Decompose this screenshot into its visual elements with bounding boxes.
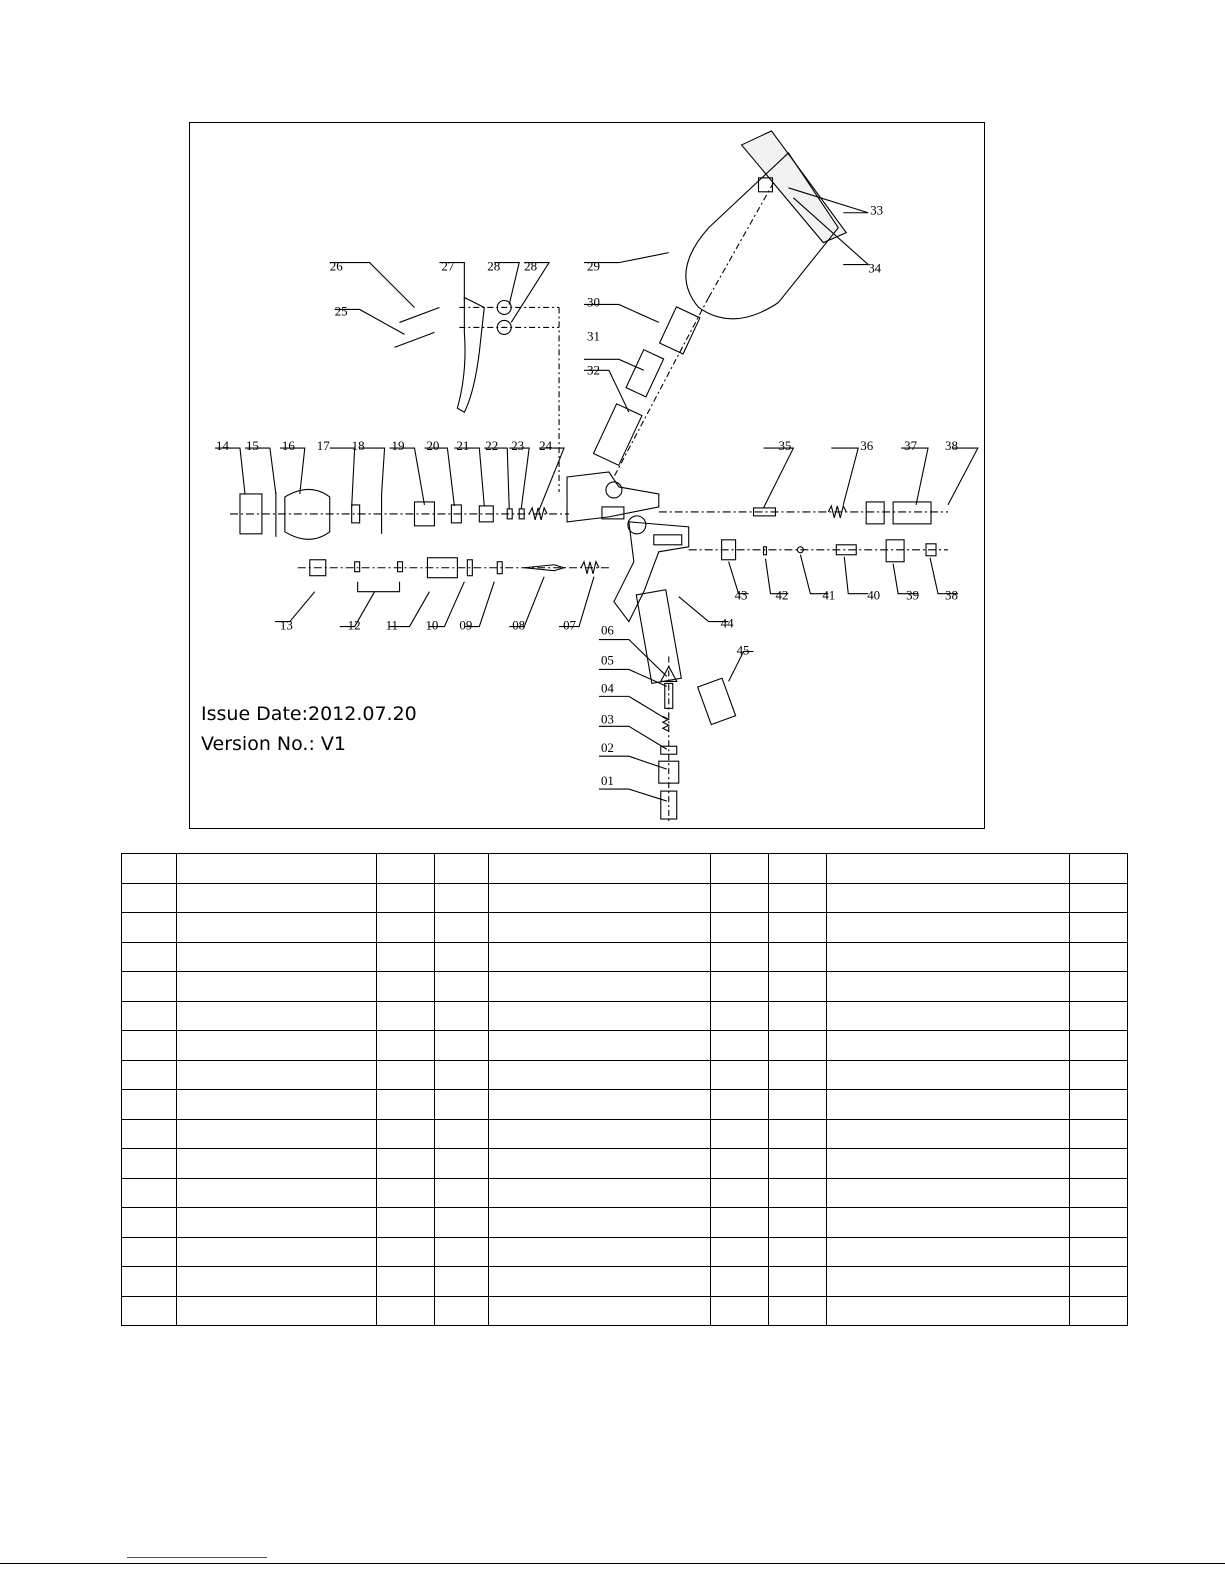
table-cell	[177, 854, 377, 884]
table-cell	[769, 972, 827, 1002]
table-row	[122, 1119, 1128, 1149]
table-cell	[377, 1178, 435, 1208]
table-row	[122, 972, 1128, 1002]
callout-08: 08	[512, 617, 526, 633]
callout-16: 16	[281, 438, 295, 454]
table-cell	[377, 1001, 435, 1031]
callout-28-a: 28	[487, 258, 501, 274]
table-cell	[711, 942, 769, 972]
callout-18: 18	[351, 438, 365, 454]
callout-29: 29	[587, 258, 600, 274]
table-cell	[435, 1237, 489, 1267]
table-cell	[827, 854, 1070, 884]
table-cell	[177, 1060, 377, 1090]
table-cell	[711, 913, 769, 943]
table-cell	[377, 1267, 435, 1297]
table-cell	[769, 1267, 827, 1297]
table-cell	[435, 854, 489, 884]
table-cell	[1070, 1296, 1128, 1326]
table-cell	[177, 1149, 377, 1179]
table-cell	[1070, 1208, 1128, 1238]
table-cell	[827, 1208, 1070, 1238]
trigger-shape	[457, 298, 484, 413]
table-cell	[177, 1001, 377, 1031]
callout-43: 42	[775, 587, 789, 603]
table-cell	[177, 972, 377, 1002]
table-cell	[1070, 883, 1128, 913]
cup-adapter-shape	[660, 307, 700, 354]
table-cell	[377, 883, 435, 913]
callout-36: 36	[860, 438, 874, 454]
table-cell	[122, 1001, 177, 1031]
callout-38: 38	[944, 438, 958, 454]
callout-06: 06	[600, 622, 614, 638]
table-cell	[435, 972, 489, 1002]
table-cell	[489, 1119, 711, 1149]
table-cell	[489, 913, 711, 943]
table-cell	[489, 1149, 711, 1179]
table-cell	[377, 1208, 435, 1238]
table-cell	[435, 1001, 489, 1031]
table-cell	[769, 1031, 827, 1061]
table-cell	[711, 1237, 769, 1267]
table-cell	[827, 942, 1070, 972]
table-cell	[827, 1060, 1070, 1090]
table-row	[122, 942, 1128, 972]
filter-shape	[626, 350, 664, 397]
table-cell	[377, 1296, 435, 1326]
callout-01: 01	[600, 773, 614, 789]
table-cell	[177, 1208, 377, 1238]
callout-26: 26	[329, 258, 343, 274]
table-cell	[711, 854, 769, 884]
table-cell	[177, 1237, 377, 1267]
table-row	[122, 913, 1128, 943]
callout-34: 34	[868, 260, 882, 276]
table-cell	[489, 972, 711, 1002]
callout-28-b: 28	[524, 258, 538, 274]
table-cell	[377, 913, 435, 943]
table-cell	[177, 1090, 377, 1120]
table-cell	[377, 1119, 435, 1149]
table-cell	[827, 1001, 1070, 1031]
table-cell	[1070, 1237, 1128, 1267]
table-row	[122, 1296, 1128, 1326]
callout-15: 15	[245, 438, 259, 454]
table-row	[122, 883, 1128, 913]
callout-31: 31	[587, 328, 600, 344]
table-cell	[377, 972, 435, 1002]
table-cell	[711, 1031, 769, 1061]
callout-05: 05	[600, 652, 614, 668]
table-cell	[489, 854, 711, 884]
table-cell	[769, 1208, 827, 1238]
table-cell	[489, 883, 711, 913]
callout-14: 14	[216, 438, 230, 454]
callout-19: 19	[391, 438, 405, 454]
table-cell	[177, 1267, 377, 1297]
table-cell	[827, 1090, 1070, 1120]
table-cell	[1070, 1178, 1128, 1208]
table-cell	[435, 1149, 489, 1179]
table-cell	[122, 1178, 177, 1208]
cup-lid-shape	[742, 131, 847, 243]
callout-32: 32	[587, 362, 600, 378]
table-cell	[435, 1267, 489, 1297]
table-cell	[122, 1119, 177, 1149]
table-cell	[177, 942, 377, 972]
table-cell	[489, 1060, 711, 1090]
table-row	[122, 1149, 1128, 1179]
table-cell	[122, 1090, 177, 1120]
callout-33: 33	[870, 202, 884, 218]
air-cap-shape	[285, 489, 330, 539]
table-cell	[122, 883, 177, 913]
table-cell	[769, 854, 827, 884]
table-cell	[711, 972, 769, 1002]
table-cell	[1070, 1060, 1128, 1090]
table-cell	[827, 1149, 1070, 1179]
table-cell	[827, 1119, 1070, 1149]
table-cell	[489, 1090, 711, 1120]
table-row	[122, 1031, 1128, 1061]
table-cell	[435, 1090, 489, 1120]
table-cell	[769, 1178, 827, 1208]
table-cell	[827, 1296, 1070, 1326]
table-cell	[711, 1296, 769, 1326]
table-cell	[177, 1296, 377, 1326]
callout-45: 44	[720, 615, 734, 631]
callout-11: 11	[385, 617, 399, 633]
version-number: Version No.: V1	[201, 733, 346, 755]
table-cell	[435, 942, 489, 972]
table-cell	[1070, 1031, 1128, 1061]
table-cell	[435, 1208, 489, 1238]
table-cell	[827, 1178, 1070, 1208]
table-cell	[711, 1149, 769, 1179]
table-cell	[1070, 854, 1128, 884]
table-cell	[827, 883, 1070, 913]
callout-09: 09	[459, 617, 473, 633]
table-cell	[489, 942, 711, 972]
table-cell	[827, 1237, 1070, 1267]
table-cell	[377, 1031, 435, 1061]
table-cell	[177, 1119, 377, 1149]
table-cell	[435, 1178, 489, 1208]
table-cell	[827, 972, 1070, 1002]
cup-nut-shape	[593, 404, 641, 466]
table-row	[122, 1237, 1128, 1267]
table-cell	[122, 1060, 177, 1090]
callout-22: 22	[485, 438, 499, 454]
table-cell	[435, 883, 489, 913]
table-cell	[122, 972, 177, 1002]
table-cell	[827, 1267, 1070, 1297]
callout-35: 35	[778, 438, 792, 454]
callout-37: 37	[904, 438, 918, 454]
table-cell	[122, 1149, 177, 1179]
callout-13: 13	[279, 617, 293, 633]
table-row	[122, 1178, 1128, 1208]
table-cell	[1070, 972, 1128, 1002]
table-cell	[1070, 1119, 1128, 1149]
table-cell	[122, 1031, 177, 1061]
table-cell	[377, 1090, 435, 1120]
table-row	[122, 1060, 1128, 1090]
table-cell	[711, 1267, 769, 1297]
table-cell	[711, 1001, 769, 1031]
table-cell	[122, 913, 177, 943]
callout-04: 04	[600, 680, 614, 696]
callout-03: 03	[600, 711, 614, 727]
table-cell	[1070, 1001, 1128, 1031]
table-cell	[1070, 1149, 1128, 1179]
callout-07: 07	[563, 617, 577, 633]
table-cell	[769, 1296, 827, 1326]
table-cell	[435, 1296, 489, 1326]
table-cell	[1070, 1090, 1128, 1120]
table-cell	[827, 913, 1070, 943]
table-cell	[711, 1208, 769, 1238]
table-cell	[489, 1296, 711, 1326]
table-cell	[435, 1031, 489, 1061]
table-cell	[489, 1031, 711, 1061]
table-cell	[489, 1178, 711, 1208]
callout-10: 10	[425, 617, 439, 633]
callout-12: 12	[347, 617, 361, 633]
table-cell	[122, 1237, 177, 1267]
table-cell	[435, 1119, 489, 1149]
table-cell	[769, 942, 827, 972]
table-cell	[435, 1060, 489, 1090]
table-cell	[377, 854, 435, 884]
callout-46: 45	[736, 642, 750, 658]
table-cell	[769, 883, 827, 913]
table-cell	[435, 913, 489, 943]
table-cell	[711, 1178, 769, 1208]
knob-shape	[866, 502, 884, 524]
table-cell	[769, 1001, 827, 1031]
callout-39: 38	[944, 587, 958, 603]
table-cell	[177, 1031, 377, 1061]
callout-20: 20	[426, 438, 440, 454]
callout-41: 40	[867, 587, 881, 603]
callout-44: 43	[734, 587, 748, 603]
callout-23: 23	[511, 438, 525, 454]
parts-table	[121, 853, 1128, 1326]
table-cell	[711, 1090, 769, 1120]
callout-40: 39	[906, 587, 920, 603]
table-cell	[377, 1060, 435, 1090]
table-cell	[377, 1149, 435, 1179]
table-cell	[769, 1119, 827, 1149]
table-cell	[377, 942, 435, 972]
table-cell	[1070, 1267, 1128, 1297]
callout-42: 41	[822, 587, 836, 603]
table-cell	[827, 1031, 1070, 1061]
gun-head-shape	[567, 472, 659, 522]
table-cell	[711, 883, 769, 913]
table-cell	[489, 1267, 711, 1297]
table-row	[122, 1267, 1128, 1297]
table-cell	[769, 1237, 827, 1267]
callout-21: 21	[456, 438, 470, 454]
table-cell	[122, 1208, 177, 1238]
issue-date: Issue Date:2012.07.20	[201, 703, 417, 725]
air-inlet-shape	[698, 678, 736, 724]
footer-rule	[0, 1563, 1225, 1564]
table-cell	[177, 913, 377, 943]
table-cell	[122, 1296, 177, 1326]
table-cell	[1070, 913, 1128, 943]
table-cell	[377, 1237, 435, 1267]
table-cell	[122, 854, 177, 884]
table-cell	[769, 1060, 827, 1090]
callout-30: 30	[587, 294, 600, 310]
callout-17: 17	[316, 438, 330, 454]
table-row	[122, 1208, 1128, 1238]
callout-27: 27	[441, 258, 455, 274]
callout-25: 25	[334, 303, 348, 319]
table-cell	[1070, 942, 1128, 972]
callout-02: 02	[600, 740, 614, 756]
table-cell	[769, 1090, 827, 1120]
table-cell	[122, 942, 177, 972]
table-cell	[711, 1060, 769, 1090]
table-row	[122, 1001, 1128, 1031]
exploded-parts-diagram	[189, 122, 985, 829]
table-cell	[177, 883, 377, 913]
table-cell	[711, 1119, 769, 1149]
table-row	[122, 854, 1128, 884]
table-cell	[769, 913, 827, 943]
gun-handle-shape	[614, 522, 689, 622]
table-cell	[122, 1267, 177, 1297]
footer-link-underline[interactable]	[127, 1557, 267, 1558]
table-cell	[489, 1237, 711, 1267]
table-cell	[489, 1001, 711, 1031]
table-cell	[769, 1149, 827, 1179]
adjuster-shape	[893, 502, 931, 524]
table-cell	[489, 1208, 711, 1238]
table-row	[122, 1090, 1128, 1120]
table-cell	[177, 1178, 377, 1208]
callout-24: 24	[539, 438, 553, 454]
